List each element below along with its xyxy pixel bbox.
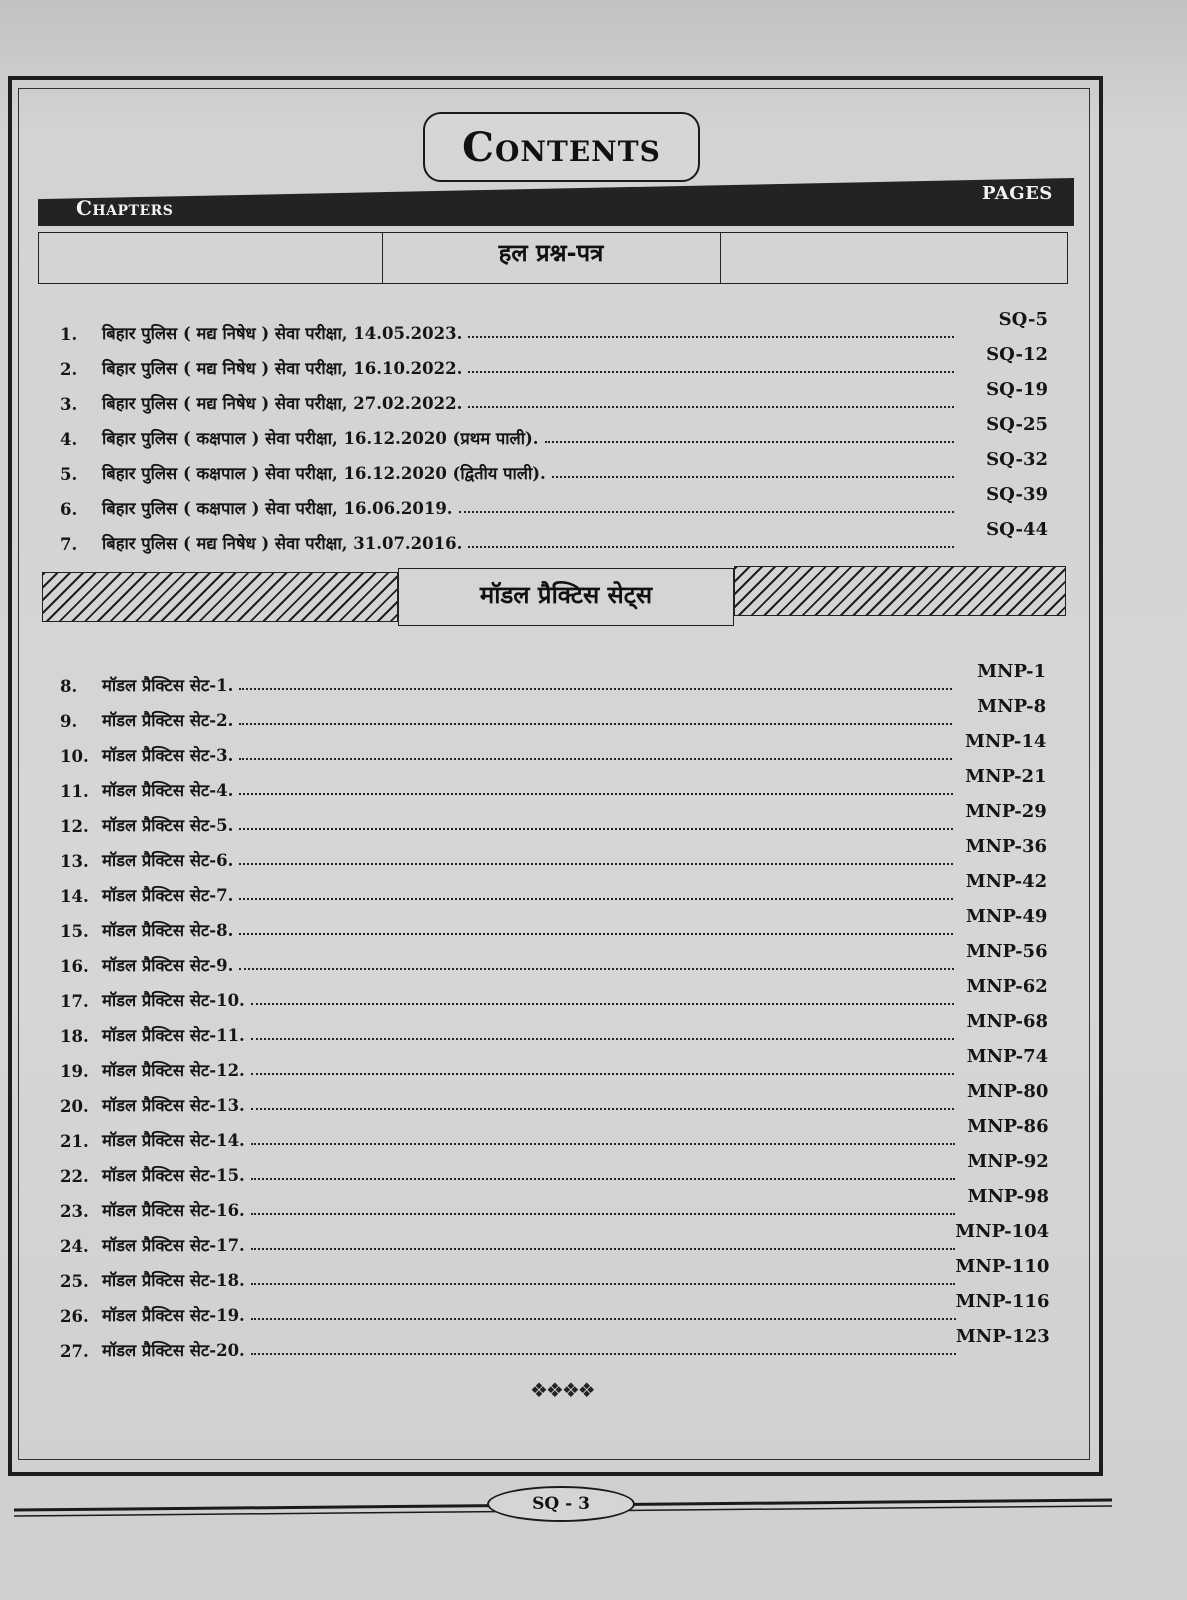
toc-leader-dots	[468, 370, 954, 373]
toc-entry-number: 16.	[60, 957, 89, 976]
toc-entry	[60, 801, 1047, 836]
toc-entry-number: 18.	[60, 1027, 89, 1046]
toc-entry	[60, 484, 1048, 519]
toc-leader-dots	[251, 1142, 955, 1145]
toc-leader-dots	[239, 687, 952, 690]
toc-entry	[60, 1221, 1050, 1256]
toc-leader-dots	[251, 1212, 955, 1215]
toc-entry	[60, 976, 1048, 1011]
toc-entry-number: 6.	[60, 500, 78, 519]
toc-entry-page: MNP-92	[967, 1151, 1049, 1172]
toc-entry-number: 12.	[60, 817, 89, 836]
toc-entry-title: बिहार पुलिस ( कक्षपाल ) सेवा परीक्षा, 16.06.2019.	[102, 499, 453, 518]
toc-entry	[60, 449, 1048, 484]
toc-entry-title: मॉडल प्रैक्टिस सेट-12.	[102, 1061, 245, 1080]
toc-entry	[60, 1151, 1049, 1186]
toc-entry-title: मॉडल प्रैक्टिस सेट-19.	[102, 1306, 245, 1325]
toc-entry-title: मॉडल प्रैक्टिस सेट-13.	[102, 1096, 245, 1115]
toc-leader-dots	[239, 862, 953, 865]
section2-title: मॉडल प्रैक्टिस सेट्स	[398, 568, 734, 626]
toc-entry-title: मॉडल प्रैक्टिस सेट-8.	[102, 921, 234, 940]
toc-entry-page: MNP-104	[955, 1221, 1050, 1242]
toc-entry-number: 26.	[60, 1307, 89, 1326]
toc-entry-number: 24.	[60, 1237, 89, 1256]
toc-entry-number: 22.	[60, 1167, 89, 1186]
toc-entry-title: बिहार पुलिस ( मद्य निषेध ) सेवा परीक्षा, 16.10.2022.	[102, 359, 463, 378]
toc-entry-page: MNP-80	[966, 1081, 1049, 1102]
toc-leader-dots	[239, 722, 952, 725]
toc-entry-number: 11.	[60, 782, 89, 801]
toc-entry-title: मॉडल प्रैक्टिस सेट-5.	[102, 816, 234, 835]
toc-leader-dots	[251, 1072, 954, 1075]
toc-leader-dots	[468, 405, 954, 408]
toc-entry-number: 20.	[60, 1097, 89, 1116]
toc-entry-number: 1.	[60, 325, 78, 344]
header-chapters: Chapters	[76, 196, 174, 220]
toc-entry	[60, 1291, 1050, 1326]
toc-entry-title: बिहार पुलिस ( मद्य निषेध ) सेवा परीक्षा, 31.07.2016.	[102, 534, 463, 553]
toc-entry-title: मॉडल प्रैक्टिस सेट-1.	[102, 676, 234, 695]
toc-entry	[60, 696, 1047, 731]
toc-entry-title: बिहार पुलिस ( कक्षपाल ) सेवा परीक्षा, 16.12.2020 (प्रथम पाली).	[102, 429, 539, 448]
toc-leader-dots	[239, 757, 952, 760]
toc-entry-page: MNP-68	[966, 1011, 1048, 1032]
toc-leader-dots	[251, 1107, 955, 1110]
toc-entry-page: MNP-98	[967, 1186, 1049, 1207]
toc-entry-number: 13.	[60, 852, 89, 871]
section2-hatch-left	[42, 572, 398, 622]
toc-entry-title: मॉडल प्रैक्टिस सेट-4.	[102, 781, 234, 800]
toc-entry	[60, 906, 1048, 941]
section1-divider-right	[720, 232, 721, 284]
toc-entry-page: MNP-49	[965, 906, 1048, 927]
toc-entry	[60, 1046, 1049, 1081]
toc-entry-number: 2.	[60, 360, 78, 379]
toc-entry-number: 3.	[60, 395, 78, 414]
toc-leader-dots	[239, 897, 953, 900]
toc-entry-title: मॉडल प्रैक्टिस सेट-17.	[102, 1236, 245, 1255]
toc-leader-dots	[552, 475, 954, 478]
toc-entry-title: बिहार पुलिस ( कक्षपाल ) सेवा परीक्षा, 16.12.2020 (द्वितीय पाली).	[102, 464, 546, 483]
toc-leader-dots	[251, 1002, 954, 1005]
toc-entry	[60, 1326, 1050, 1361]
toc-entry-number: 4.	[60, 430, 78, 449]
toc-leader-dots	[251, 1317, 956, 1320]
toc-entry-number: 15.	[60, 922, 89, 941]
toc-leader-dots	[251, 1282, 956, 1285]
toc-entry-page: SQ-25	[986, 414, 1048, 435]
contents-title-box	[423, 112, 700, 182]
toc-leader-dots	[468, 545, 954, 548]
toc-entry-page: SQ-44	[986, 519, 1048, 540]
toc-entry-page: SQ-12	[986, 344, 1048, 365]
toc-entry-title: मॉडल प्रैक्टिस सेट-7.	[102, 886, 234, 905]
toc-entry-title: मॉडल प्रैक्टिस सेट-20.	[102, 1341, 245, 1360]
toc-leader-dots	[251, 1352, 956, 1355]
toc-entry	[60, 1116, 1049, 1151]
toc-entry-title: मॉडल प्रैक्टिस सेट-3.	[102, 746, 234, 765]
toc-entry	[60, 941, 1048, 976]
toc-entry	[60, 414, 1048, 449]
toc-leader-dots	[251, 1177, 955, 1180]
toc-entry-page: MNP-14	[964, 731, 1047, 752]
toc-entry-page: MNP-62	[966, 976, 1048, 997]
toc-entry-title: मॉडल प्रैक्टिस सेट-10.	[102, 991, 245, 1010]
toc-entry	[60, 871, 1048, 906]
toc-entry-page: MNP-56	[966, 941, 1048, 962]
toc-leader-dots	[239, 792, 952, 795]
toc-entry-title: बिहार पुलिस ( मद्य निषेध ) सेवा परीक्षा, 27.02.2022.	[102, 394, 463, 413]
toc-entry-number: 21.	[60, 1132, 89, 1151]
toc-entry-number: 10.	[60, 747, 89, 766]
toc-leader-dots	[468, 335, 954, 338]
toc-entry-page: SQ-39	[986, 484, 1048, 505]
toc-entry-title: मॉडल प्रैक्टिस सेट-9.	[102, 956, 234, 975]
toc-entry-number: 9.	[60, 712, 78, 731]
toc-entry-page: MNP-42	[965, 871, 1048, 892]
toc-entry	[60, 344, 1048, 379]
toc-entry-page: MNP-21	[965, 766, 1047, 787]
toc-entry-title: मॉडल प्रैक्टिस सेट-11.	[102, 1026, 245, 1045]
toc-entry	[60, 1081, 1049, 1116]
toc-entry-number: 17.	[60, 992, 89, 1011]
ornament-divider: ❖❖❖❖	[530, 1378, 594, 1402]
section1-title: हल प्रश्न-पत्र	[498, 239, 604, 267]
toc-entry-number: 8.	[60, 677, 78, 696]
toc-leader-dots	[251, 1247, 955, 1250]
header-pages: PAGES	[982, 183, 1053, 204]
toc-entry-number: 25.	[60, 1272, 89, 1291]
toc-entry-title: मॉडल प्रैक्टिस सेट-6.	[102, 851, 234, 870]
toc-entry-title: मॉडल प्रैक्टिस सेट-15.	[102, 1166, 245, 1185]
toc-entry-title: मॉडल प्रैक्टिस सेट-18.	[102, 1271, 245, 1290]
page-number: SQ - 3	[487, 1486, 635, 1522]
toc-entry-title: मॉडल प्रैक्टिस सेट-16.	[102, 1201, 245, 1220]
toc-entry-number: 19.	[60, 1062, 89, 1081]
toc-entry	[60, 766, 1047, 801]
toc-entry-title: मॉडल प्रैक्टिस सेट-14.	[102, 1131, 245, 1150]
toc-entry	[60, 836, 1047, 871]
toc-entry	[60, 309, 1048, 344]
toc-entry	[60, 519, 1048, 554]
toc-entry	[60, 1011, 1048, 1046]
toc-entry-page: SQ-5	[998, 309, 1048, 330]
toc-entry-number: 14.	[60, 887, 89, 906]
toc-entry-page: SQ-19	[986, 379, 1048, 400]
toc-entry	[60, 731, 1047, 766]
toc-entry-title: मॉडल प्रैक्टिस सेट-2.	[102, 711, 234, 730]
toc-leader-dots	[459, 510, 954, 513]
toc-entry	[60, 1256, 1050, 1291]
toc-entry-page: MNP-86	[967, 1116, 1049, 1137]
toc-entry-number: 27.	[60, 1342, 89, 1361]
toc-entry-page: MNP-123	[955, 1326, 1050, 1347]
toc-entry-number: 5.	[60, 465, 78, 484]
toc-entry-number: 7.	[60, 535, 78, 554]
toc-entry	[60, 379, 1048, 414]
toc-entry-page: MNP-116	[955, 1291, 1050, 1312]
toc-entry-page: MNP-36	[965, 836, 1047, 857]
toc-leader-dots	[545, 440, 954, 443]
contents-title: Contents	[462, 123, 661, 171]
toc-leader-dots	[239, 932, 953, 935]
toc-entry-page: SQ-32	[986, 449, 1048, 470]
toc-entry-page: MNP-1	[977, 661, 1046, 682]
toc-entry-number: 23.	[60, 1202, 89, 1221]
toc-entry-page: MNP-74	[966, 1046, 1049, 1067]
toc-entry-page: MNP-110	[955, 1256, 1050, 1277]
toc-entry	[60, 1186, 1049, 1221]
toc-entry-page: MNP-8	[977, 696, 1047, 717]
section2-hatch-right	[734, 566, 1066, 616]
toc-leader-dots	[239, 827, 952, 830]
toc-entry-page: MNP-29	[965, 801, 1047, 822]
toc-entry	[60, 661, 1046, 696]
toc-leader-dots	[239, 967, 953, 970]
toc-entry-title: बिहार पुलिस ( मद्य निषेध ) सेवा परीक्षा, 14.05.2023.	[102, 324, 463, 343]
toc-leader-dots	[251, 1037, 954, 1040]
